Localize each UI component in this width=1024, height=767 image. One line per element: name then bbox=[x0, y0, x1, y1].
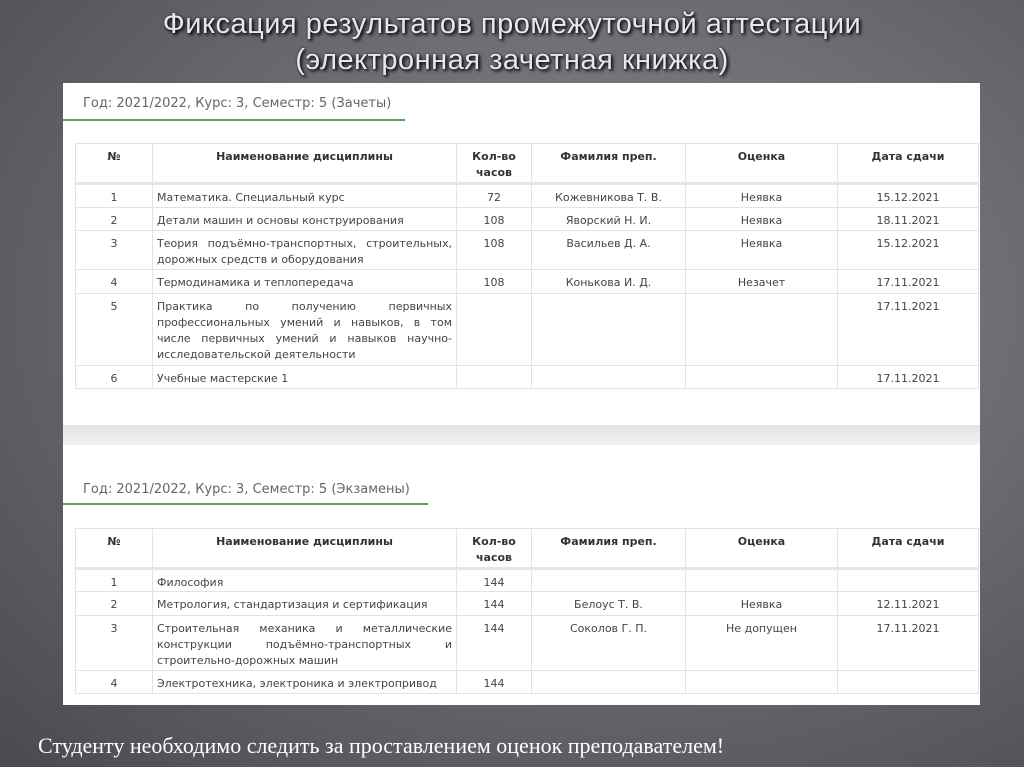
table-row bbox=[76, 592, 979, 616]
exams-heading: Год: 2021/2022, Курс: 3, Семестр: 5 (Экзамены) bbox=[83, 482, 410, 497]
table-cell: 1 bbox=[76, 569, 153, 592]
credits-panel bbox=[63, 83, 980, 425]
table-cell bbox=[532, 294, 686, 366]
table-cell: Кожевникова Т. В. bbox=[532, 184, 686, 208]
table-cell bbox=[838, 671, 979, 694]
slide-caption: Студенту необходимо следить за проставлением оценок преподавателем! bbox=[38, 733, 725, 758]
slide-title bbox=[0, 6, 1024, 78]
column-header: Фамилия преп. bbox=[532, 144, 686, 184]
table-cell: 2 bbox=[76, 592, 153, 616]
table-cell: Теория подъёмно-транспортных, строительных, дорожных средств и оборудования bbox=[153, 231, 457, 270]
table-cell: 3 bbox=[76, 231, 153, 270]
table-cell: 5 bbox=[76, 294, 153, 366]
table-cell bbox=[686, 671, 838, 694]
credits-heading: Год: 2021/2022, Курс: 3, Семестр: 5 (Зачеты) bbox=[83, 96, 392, 111]
table-cell: 17.11.2021 bbox=[838, 616, 979, 671]
table-row bbox=[76, 184, 979, 208]
heading-underline bbox=[63, 503, 428, 505]
table-cell: 12.11.2021 bbox=[838, 592, 979, 616]
table-cell: 1 bbox=[76, 184, 153, 208]
exams-table bbox=[75, 528, 979, 694]
table-cell: 72 bbox=[457, 184, 532, 208]
column-header: Дата сдачи bbox=[838, 144, 979, 184]
table-cell: Белоус Т. В. bbox=[532, 592, 686, 616]
table-cell: 17.11.2021 bbox=[838, 366, 979, 389]
column-header: Оценка bbox=[686, 144, 838, 184]
table-cell: Детали машин и основы конструирования bbox=[153, 208, 457, 231]
column-header: Фамилия преп. bbox=[532, 529, 686, 569]
table-cell: 15.12.2021 bbox=[838, 184, 979, 208]
table-cell bbox=[532, 366, 686, 389]
table-cell: 108 bbox=[457, 231, 532, 270]
table-cell: Яворский Н. И. bbox=[532, 208, 686, 231]
separator bbox=[63, 425, 980, 445]
table-row bbox=[76, 231, 979, 270]
table-cell: Философия bbox=[153, 569, 457, 592]
table-cell bbox=[686, 569, 838, 592]
table-cell bbox=[532, 671, 686, 694]
heading-underline bbox=[63, 119, 405, 121]
table-cell bbox=[457, 294, 532, 366]
table-cell: 6 bbox=[76, 366, 153, 389]
table-cell: 4 bbox=[76, 270, 153, 294]
table-cell: 18.11.2021 bbox=[838, 208, 979, 231]
table-cell: Соколов Г. П. bbox=[532, 616, 686, 671]
table-cell: Не допущен bbox=[686, 616, 838, 671]
table-cell: 2 bbox=[76, 208, 153, 231]
table-cell: 17.11.2021 bbox=[838, 294, 979, 366]
table-cell: Электротехника, электроника и электропривод bbox=[153, 671, 457, 694]
table-cell: Учебные мастерские 1 bbox=[153, 366, 457, 389]
table-cell: Неявка bbox=[686, 184, 838, 208]
table-cell: Неявка bbox=[686, 208, 838, 231]
table-cell: 4 bbox=[76, 671, 153, 694]
column-header: Оценка bbox=[686, 529, 838, 569]
table-cell: Васильев Д. А. bbox=[532, 231, 686, 270]
table-cell: 144 bbox=[457, 592, 532, 616]
table-cell bbox=[838, 569, 979, 592]
title-line-1: Фиксация результатов промежуточной аттестации bbox=[162, 8, 862, 40]
credits-table bbox=[75, 143, 979, 389]
table-cell: Конькова И. Д. bbox=[532, 270, 686, 294]
table-cell: Практика по получению первичных профессиональных умений и навыков, в том числе первичных умений и навыков научно-исследовательской деятельности bbox=[153, 294, 457, 366]
header-row bbox=[76, 144, 979, 184]
column-header: № bbox=[76, 144, 153, 184]
column-header: Наименование дисциплины bbox=[153, 144, 457, 184]
table-row bbox=[76, 208, 979, 231]
column-header: Кол-во часов bbox=[457, 529, 532, 569]
table-cell: Метрология, стандартизация и сертификация bbox=[153, 592, 457, 616]
table-cell: Неявка bbox=[686, 231, 838, 270]
table-cell bbox=[686, 366, 838, 389]
table-cell: Математика. Специальный курс bbox=[153, 184, 457, 208]
table-row bbox=[76, 270, 979, 294]
table-cell: 144 bbox=[457, 616, 532, 671]
table-cell: 15.12.2021 bbox=[838, 231, 979, 270]
table-cell: Неявка bbox=[686, 592, 838, 616]
table-row bbox=[76, 616, 979, 671]
table-cell bbox=[686, 294, 838, 366]
table-row bbox=[76, 294, 979, 366]
title-line-2: (электронная зачетная книжка) bbox=[295, 44, 729, 76]
table-row bbox=[76, 366, 979, 389]
table-cell: 144 bbox=[457, 671, 532, 694]
table-row bbox=[76, 569, 979, 592]
column-header: Наименование дисциплины bbox=[153, 529, 457, 569]
column-header: Кол-во часов bbox=[457, 144, 532, 184]
table-cell bbox=[532, 569, 686, 592]
table-cell: 144 bbox=[457, 569, 532, 592]
table-cell: 3 bbox=[76, 616, 153, 671]
table-cell: 108 bbox=[457, 270, 532, 294]
table-cell bbox=[457, 366, 532, 389]
exams-panel bbox=[63, 445, 980, 705]
table-cell: 108 bbox=[457, 208, 532, 231]
column-header: Дата сдачи bbox=[838, 529, 979, 569]
column-header: № bbox=[76, 529, 153, 569]
table-cell: Незачет bbox=[686, 270, 838, 294]
table-row bbox=[76, 671, 979, 694]
table-cell: Строительная механика и металлические конструкции подъёмно-транспортных и строительно-дорожных машин bbox=[153, 616, 457, 671]
table-cell: 17.11.2021 bbox=[838, 270, 979, 294]
header-row bbox=[76, 529, 979, 569]
table-cell: Термодинамика и теплопередача bbox=[153, 270, 457, 294]
